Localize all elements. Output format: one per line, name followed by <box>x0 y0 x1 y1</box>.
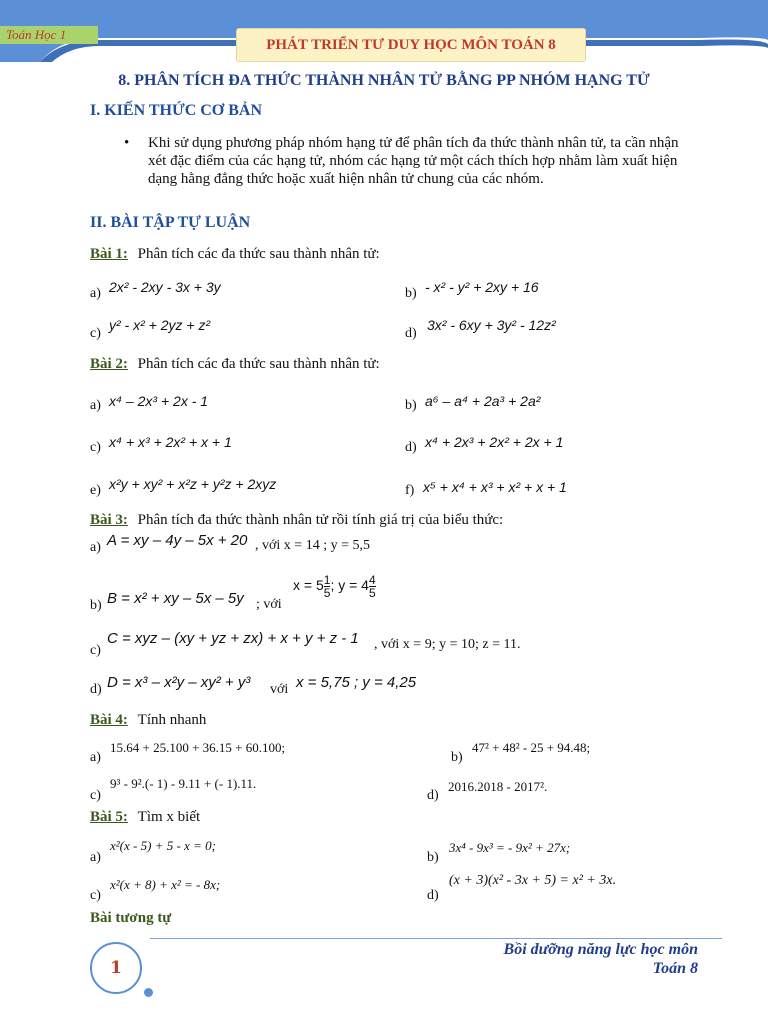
bai5-b-letter: b) <box>427 850 439 865</box>
bai5-a-expr: x²(x - 5) + 5 - x = 0; <box>110 838 216 853</box>
bai3-d-with: với <box>270 682 289 697</box>
bai2-d-expr: x⁴ + 2x³ + 2x² + 2x + 1 <box>425 434 564 450</box>
bullet-icon: • <box>124 135 130 151</box>
bai3-b-cond <box>293 574 376 599</box>
bullet-text: Khi sử dụng phương pháp nhóm hạng tử để phân tích đa thức thành nhân tử, ta cần nhận xét đặc điểm của các hạng tử, nhóm các hạng tử một cách thích hợp nhằm làm xuất hiện dạng hằng đẳng thức hoặc xuất hiện nhân tử chung của các nhóm. <box>148 135 679 187</box>
bai2-a-expr: x⁴ – 2x³ + 2x - 1 <box>109 393 209 409</box>
bai3-label: Bài 3: <box>90 512 128 528</box>
fraction-2-den: 5 <box>368 586 376 600</box>
bai3-b-letter: b) <box>90 598 102 613</box>
bai1-a-letter: a) <box>90 286 101 301</box>
bai4-prompt: Tính nhanh <box>137 712 207 728</box>
bai2-prompt: Phân tích các đa thức sau thành nhân tử: <box>137 356 380 372</box>
bai3-b-expr: B = x² + xy – 5x – 5y <box>107 590 244 607</box>
bai4-label: Bài 4: <box>90 712 128 728</box>
bai3-c-letter: c) <box>90 643 101 658</box>
similar-heading: Bài tương tự <box>90 910 172 926</box>
bai2-e-expr: x²y + xy² + x²z + y²z + 2xyz <box>109 476 277 492</box>
page-title: 8. PHÂN TÍCH ĐA THỨC THÀNH NHÂN TỬ BẰNG PP NHÓM HẠNG TỬ <box>118 72 650 89</box>
bai1-heading <box>90 245 380 263</box>
bai3-a-cond: , với x = 14 ; y = 5,5 <box>255 538 370 553</box>
bai2-d-letter: d) <box>405 440 417 455</box>
bai3-a-letter: a) <box>90 540 101 555</box>
bai5-c-letter: c) <box>90 888 101 903</box>
fraction-1-num: 1 <box>323 573 331 587</box>
bai3-prompt: Phân tích đa thức thành nhân tử rồi tính giá trị của biểu thức: <box>137 512 504 528</box>
bai2-f-letter: f) <box>405 483 415 498</box>
bai4-d-letter: d) <box>427 788 439 803</box>
section-heading-2: II. BÀI TẬP TỰ LUẬN <box>90 214 251 231</box>
bai1-prompt: Phân tích các đa thức sau thành nhân tử: <box>137 246 380 262</box>
footer-line-2: Toán 8 <box>652 960 698 977</box>
bai4-b-letter: b) <box>451 750 463 765</box>
bai2-f-expr: x⁵ + x⁴ + x³ + x² + x + 1 <box>423 479 567 495</box>
page-number: 1 <box>90 942 142 994</box>
bai5-c-expr: x²(x + 8) + x² = - 8x; <box>110 877 221 892</box>
fraction-2 <box>369 574 376 599</box>
bai3-heading <box>90 511 503 529</box>
page-dot-decoration <box>144 988 153 997</box>
bai5-prompt: Tìm x biết <box>137 809 201 825</box>
bai3-a-expr: A = xy – 4y – 5x + 20 <box>107 532 248 549</box>
bai2-label: Bài 2: <box>90 356 128 372</box>
fraction-2-num: 4 <box>368 573 376 587</box>
bai5-b-expr: 3x⁴ - 9x³ = - 9x² + 27x; <box>449 840 571 855</box>
bai2-b-letter: b) <box>405 398 417 413</box>
bai4-d-expr: 2016.2018 - 2017². <box>448 779 548 794</box>
bai2-c-letter: c) <box>90 440 101 455</box>
bai4-c-letter: c) <box>90 788 101 803</box>
bai4-heading <box>90 711 206 729</box>
bai1-b-expr: - x² - y² + 2xy + 16 <box>425 279 539 295</box>
bai4-c-expr: 9³ - 9².(- 1) - 9.11 + (- 1).11. <box>110 776 257 791</box>
bai1-c-expr: y² - x² + 2yz + z² <box>109 317 211 333</box>
fraction-1-den: 5 <box>323 586 331 600</box>
bai3-d-cond: x = 5,75 ; y = 4,25 <box>296 674 417 691</box>
bai4-b-expr: 47² + 48² - 25 + 94.48; <box>472 740 591 755</box>
bai1-label: Bài 1: <box>90 246 128 262</box>
bai5-a-letter: a) <box>90 850 101 865</box>
bai5-d-letter: d) <box>427 888 439 903</box>
bai3-c-cond: , với x = 9; y = 10; z = 11. <box>374 637 521 652</box>
footer-divider <box>150 938 722 939</box>
bai1-b-letter: b) <box>405 286 417 301</box>
footer-line-1: Bồi dưỡng năng lực học môn <box>503 941 698 958</box>
bai4-a-letter: a) <box>90 750 101 765</box>
bai5-d-expr: (x + 3)(x² - 3x + 5) = x² + 3x. <box>449 873 617 888</box>
section-heading-1: I. KIẾN THỨC CƠ BẢN <box>90 102 263 119</box>
bai1-c-letter: c) <box>90 326 101 341</box>
bai2-b-expr: a⁶ – a⁴ + 2a³ + 2a² <box>425 393 541 409</box>
bai4-a-expr: 15.64 + 25.100 + 36.15 + 60.100; <box>110 740 286 755</box>
header-banner-title: PHÁT TRIỂN TƯ DUY HỌC MÔN TOÁN 8 <box>236 28 586 62</box>
bai5-label: Bài 5: <box>90 809 128 825</box>
bai2-c-expr: x⁴ + x³ + 2x² + x + 1 <box>109 434 232 450</box>
bai3-d-letter: d) <box>90 682 102 697</box>
bai3-b-with: ; với <box>256 597 282 612</box>
bai3-c-expr: C = xyz – (xy + yz + zx) + x + y + z - 1 <box>107 630 359 647</box>
bai2-e-letter: e) <box>90 483 101 498</box>
footer-caption <box>430 940 698 978</box>
bai2-heading <box>90 355 380 373</box>
bai2-a-letter: a) <box>90 398 101 413</box>
bai1-d-letter: d) <box>405 326 417 341</box>
bai3-b-y: ; y = 4 <box>330 577 369 594</box>
bullet-paragraph <box>124 134 696 188</box>
bai1-a-expr: 2x² - 2xy - 3x + 3y <box>109 279 221 295</box>
bai3-d-expr: D = x³ – x²y – xy² + y³ <box>107 674 251 691</box>
bai5-heading <box>90 808 200 826</box>
bai3-b-x: x = 5 <box>293 577 324 594</box>
header-tag: Toán Học 1 <box>0 26 98 44</box>
bai1-d-expr: 3x² - 6xy + 3y² - 12z² <box>427 317 556 333</box>
